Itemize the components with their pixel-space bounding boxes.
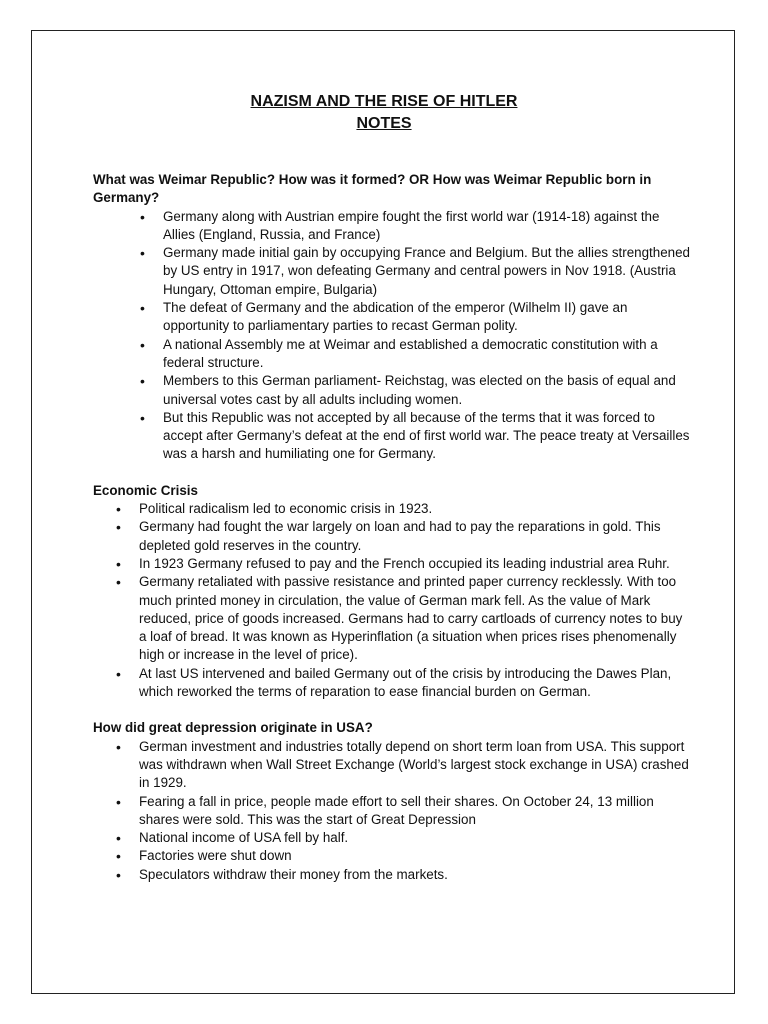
- list-item: • In 1923 Germany refused to pay and the French occupied its leading industrial area Ruhr.: [93, 555, 693, 573]
- list-item: • Speculators withdraw their money from the markets.: [93, 866, 693, 884]
- list-item: • Germany retaliated with passive resistance and printed paper currency recklessly. With too much printed money in circulation, the value of German mark fell. As the value of Mark reduced, price of goods increased. Germans had to carry cartloads of currency notes to buy a loaf of bread. It was known as Hyperinflation (a situation when prices rises phenomenally high or increase in the level of price).: [93, 573, 693, 664]
- bullet-list: [117, 208, 693, 464]
- list-item: • A national Assembly me at Weimar and established a democratic constitution with a federal structure.: [117, 336, 693, 373]
- section-heading: How did great depression originate in USA?: [93, 720, 373, 736]
- list-item: • Germany made initial gain by occupying France and Belgium. But the allies strengthened by US entry in 1917, won defeating Germany and central powers in Nov 1918. (Austria Hungary, Ottoman empire, Bulgaria): [117, 244, 693, 299]
- section-weimar-republic: [93, 171, 693, 464]
- list-item: • Factories were shut down: [93, 847, 693, 865]
- list-item: • Fearing a fall in price, people made effort to sell their shares. On October 24, 13 million shares were sold. This was the start of Great Depression: [93, 793, 693, 830]
- list-item: • The defeat of Germany and the abdication of the emperor (Wilhelm II) gave an opportunity to parliamentary parties to recast German polity.: [117, 299, 693, 336]
- document-subtitle: NOTES: [356, 115, 412, 132]
- section-heading: What was Weimar Republic? How was it formed? OR How was Weimar Republic born in Germany?: [93, 172, 652, 206]
- notes-content: [93, 171, 693, 902]
- section-great-depression: [93, 719, 693, 884]
- document-title: NAZISM AND THE RISE OF HITLER: [250, 93, 518, 110]
- section-heading: Economic Crisis: [93, 482, 198, 498]
- section-economic-crisis: [93, 482, 693, 702]
- list-item: • Political radicalism led to economic crisis in 1923.: [93, 500, 693, 518]
- list-item: • Members to this German parliament- Reichstag, was elected on the basis of equal and universal votes cast by all adults including women.: [117, 372, 693, 409]
- list-item: • National income of USA fell by half.: [93, 829, 693, 847]
- list-item: • But this Republic was not accepted by all because of the terms that it was forced to accept after Germany’s defeat at the end of first world war. The peace treaty at Versailles was a harsh and humiliating one for Germany.: [117, 409, 693, 464]
- list-item: • German investment and industries totally depend on short term loan from USA. This support was withdrawn when Wall Street Exchange (World’s largest stock exchange in USA) crashed in 1929.: [93, 738, 693, 793]
- list-item: • Germany had fought the war largely on loan and had to pay the reparations in gold. This depleted gold reserves in the country.: [93, 518, 693, 555]
- bullet-list: [93, 738, 693, 884]
- list-item: • At last US intervened and bailed Germany out of the crisis by introducing the Dawes Plan, which reworked the terms of reparation to ease financial burden on German.: [93, 665, 693, 702]
- list-item: • Germany along with Austrian empire fought the first world war (1914-18) against the Allies (England, Russia, and France): [117, 208, 693, 245]
- bullet-list: [93, 500, 693, 701]
- title-block: [0, 91, 768, 135]
